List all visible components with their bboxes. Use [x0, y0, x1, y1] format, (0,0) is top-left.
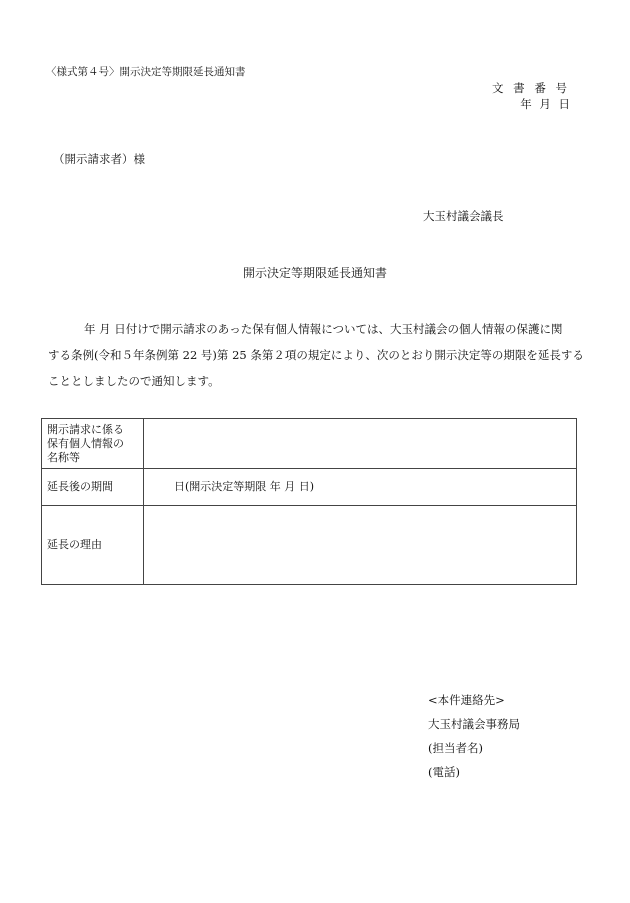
table-row: [42, 506, 577, 585]
body-line-3: こととしましたので通知します。: [48, 374, 220, 388]
row2-value: 日(開示決定等期限 年 月 日): [144, 469, 577, 506]
row3-label: 延長の理由: [42, 506, 144, 585]
contact-block: [428, 688, 520, 784]
sender: 大玉村議会議長: [423, 209, 504, 223]
body-paragraph: [48, 316, 584, 394]
body-line-1: [48, 316, 584, 342]
contact-heading: <本件連絡先>: [428, 693, 505, 707]
contact-person: (担当者名): [428, 741, 483, 755]
form-label: 〈様式第４号〉開示決定等期限延長通知書: [46, 66, 246, 78]
row1-label-line1: 開示請求に係る: [47, 422, 124, 436]
recipient: （開示請求者）様: [53, 152, 145, 166]
row1-value: [144, 419, 577, 469]
contact-phone: (電話): [428, 765, 460, 779]
table-row: [42, 419, 577, 469]
page-title: 開示決定等期限延長通知書: [242, 266, 387, 280]
contact-office: 大玉村議会事務局: [428, 717, 520, 731]
table-row: [42, 469, 577, 506]
row1-label-line3: 名称等: [47, 450, 80, 464]
row1-label-line2: 保有個人情報の: [47, 436, 124, 450]
row2-label: 延長後の期間: [42, 469, 144, 506]
row3-value: [144, 506, 577, 585]
row1-label: [42, 419, 144, 469]
body-line-1-text: 年 月 日付けで開示請求のあった保有個人情報については、大玉村議会の個人情報の保護に関: [84, 322, 563, 336]
document-date: 年 月 日: [520, 97, 572, 111]
info-table: [41, 418, 577, 585]
body-line-2: する条例(令和５年条例第 22 号)第 25 条第２項の規定により、次のとおり開示決定等の期限を延長する: [48, 348, 584, 362]
document-number: 文 書 番 号: [492, 81, 570, 95]
